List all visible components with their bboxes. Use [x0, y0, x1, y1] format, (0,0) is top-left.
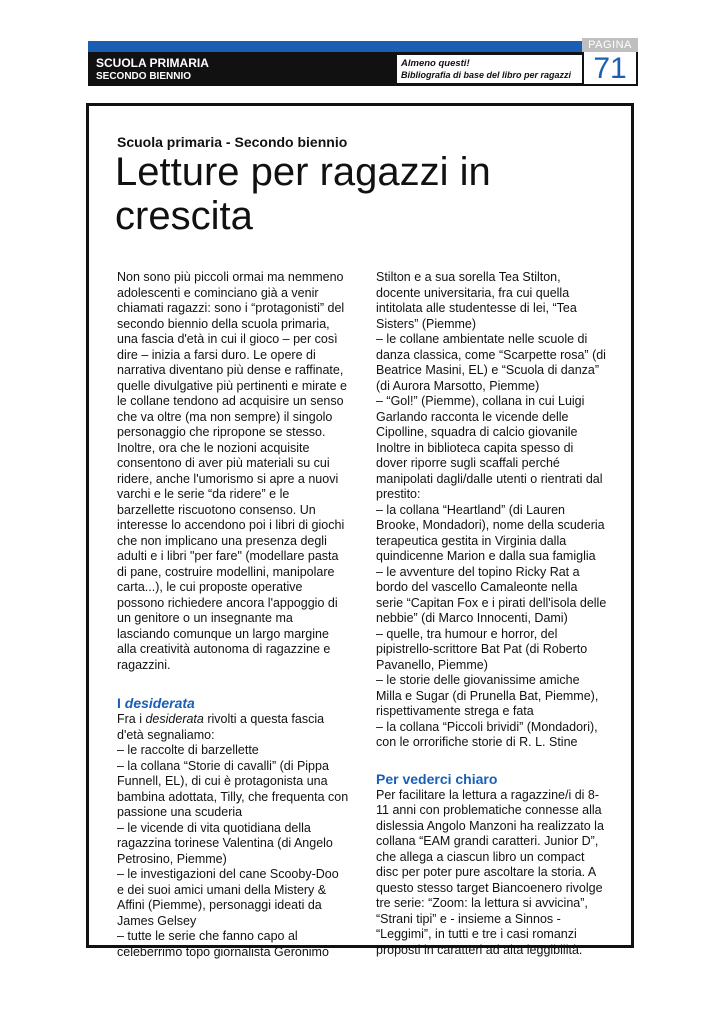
- list-item: – le storie delle giovanissime amiche Milla e Sugar (di Prunella Bat, Piemme), rispettivamente strega e fata: [376, 673, 599, 718]
- list-item: – la collana “Piccoli brividi” (Mondadori), con le orrorifiche storie di R. L. Stine: [376, 719, 598, 749]
- list-item-continued: – tutte le serie che fanno capo al celeberrimo topo giornalista Geronimo: [117, 929, 329, 959]
- left-column: [117, 270, 349, 960]
- list-item: – quelle, tra humour e horror, del pipistrello-scrittore Bat Pat (di Roberto Pavanello, Piemme): [376, 626, 588, 672]
- list-item: – “Gol!” (Piemme), collana in cui Luigi Garlando racconta le vicende delle Cipolline, squadra di calcio giovanile: [376, 394, 585, 439]
- article-title: Letture per ragazzi in crescita: [115, 150, 491, 238]
- school-title: SCUOLA PRIMARIA: [96, 56, 209, 70]
- desiderata-intro: Fra i desiderata rivolti a questa fascia d'età segnaliamo:: [117, 712, 325, 742]
- list-item: – le collane ambientate nelle scuole di danza classica, come “Scarpette rosa” (di Beatrice Masini, EL) e “Scuola di danza” (di Aurora Marsotto, Piemme): [376, 332, 606, 393]
- page-number: 71: [584, 52, 636, 84]
- list-item: – la collana “Heartland” (di Lauren Brooke, Mondadori), nome della scuderia terapeutica gestita in Virginia dalla quindicenne Marion e dalla sua famiglia: [376, 502, 605, 563]
- list-item-continuation: Stilton e a sua sorella Tea Stilton, docente universitaria, fra cui quella intitolata alle studentesse di lei, “Tea Sisters” (Piemme): [376, 270, 577, 331]
- series-subtitle: Bibliografia di base del libro per ragazzi: [401, 70, 572, 80]
- pagina-label: PAGINA: [582, 38, 638, 52]
- intro-paragraph: Non sono più piccoli ormai ma nemmeno adolescenti e cominciano già a venir chiamati ragazzi: sono i “protagonisti” del secondo biennio della scuola primaria, una fascia d'età in cui il gioco – per così dire – inizia a farsi duro. Le opere di narrativa diventano più dense e raffinate, quelle divulgative più pertinenti e mirate e le collane tendono ad acquisire un senso che va oltre (ma non sempre) il singolo personaggio che ripropone se stesso. Inoltre, ora che le nozioni acquisite consentono di aver più materiali su cui ridere, anche l'umorismo si apre a nuovi varchi e le serie “da ridere” e le barzellette riscuotono consenso. Un interesse lo accendono poi i libri di giochi che non implicano una presenza degli adulti e i libri "per fare" (modellare pasta di pane, costruire modellini, manipolare carta...), le cui proposte operative possono richiedere ancora l'appoggio di un genitore o un insegnante ma lasciando comunque un largo margine alla creatività autonoma di ragazzine e ragazzini.: [117, 270, 347, 672]
- library-intro: Inoltre in biblioteca capita spesso di dover riporre sugli scaffali perché manipolati dagli/dalle utenti o rientrati dal prestito:: [376, 440, 603, 501]
- series-title: Almeno questi!: [401, 58, 470, 69]
- list-item: – le avventure del topino Ricky Rat a bordo del vascello Camaleonte nella serie “Capitan Fox e i pirati dell'isola delle nebbie” (di Marco Innocenti, Dami): [376, 564, 607, 625]
- list-item: – le investigazioni del cane Scooby-Doo e dei suoi amici umani della Mistery & Affini (Piemme), personaggi ideati da James Gelsey: [117, 867, 339, 928]
- vederci-heading: Per vederci chiaro: [376, 770, 498, 787]
- desiderata-heading: I desiderata: [117, 695, 195, 711]
- vederci-paragraph: Per facilitare la lettura a ragazzine/i di 8-11 anni con problematiche connesse alla dislessia Angolo Manzoni ha realizzato la collana “EAM grandi caratteri. Junior D”, che allega a ciascun libro un compact disc per poter pure ascoltare la storia. A questo stesso target Biancoenero rivolge tre serie: “Zoom: la lettura si avvicina”, “Strani tipi” e - insieme a Sinnos - “Leggimi”, in tutti e tre i casi romanzi proposti in caratteri ad alta leggibilità.: [376, 787, 604, 957]
- list-item: – le raccolte di barzellette: [117, 743, 259, 757]
- header-accent-bar: [88, 41, 638, 52]
- school-subtitle: SECONDO BIENNIO: [96, 71, 192, 82]
- list-item: – la collana “Storie di cavalli” (di Pippa Funnell, EL), di cui è protagonista una bambina adottata, Tilly, che frequenta con passione una scuderia: [117, 758, 349, 819]
- list-item: – le vicende di vita quotidiana della ragazzina torinese Valentina (di Angelo Petrosino, Piemme): [117, 820, 333, 866]
- article-kicker: Scuola primaria - Secondo biennio: [117, 134, 348, 150]
- right-column: [376, 270, 608, 958]
